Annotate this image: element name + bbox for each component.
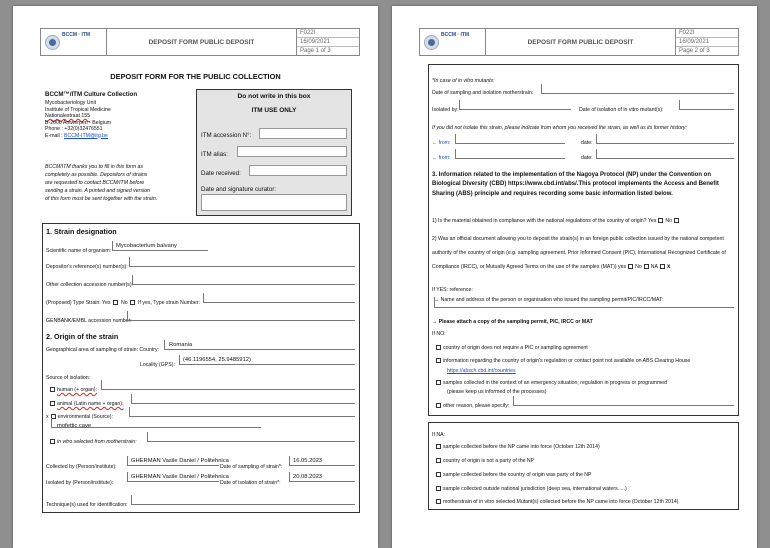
collected-by-value: GHERMAN Vasile Daniel / Politehnica (131, 458, 229, 464)
country-field[interactable] (164, 340, 355, 350)
itm-alias-field[interactable] (237, 146, 347, 157)
q1-text: 1) Is the material obtained in compliance with the national regulations of the country of origin? Yes (432, 218, 657, 224)
na-option-1-text: sample collected before the NP came into force (October 12th 2014) (443, 444, 600, 450)
no-option-2 (434, 358, 690, 365)
history-note: If you did not isolate this strain, please indicate from whom you received the strain, as well as its former history: (432, 125, 687, 131)
if-na-box (428, 422, 739, 510)
q2-na-mark: x (666, 264, 671, 271)
organism-value: Mycobacterium balvany (116, 243, 177, 249)
q1-yes-checkbox[interactable] (658, 218, 663, 223)
date-isolation-mutant-label: Date of isolation of in vitro mutant(s): (579, 107, 664, 113)
q2-na-label: NA (650, 264, 658, 271)
address-block (45, 100, 111, 139)
no-option-3 (434, 380, 667, 387)
q2-block (432, 233, 726, 276)
header-title: DEPOSIT FORM PUBLIC DEPOSIT (107, 29, 297, 55)
organism-label: Scientific name of organism: (46, 248, 112, 254)
q1-no-checkbox[interactable] (674, 218, 679, 223)
q2-no-checkbox[interactable] (644, 264, 649, 269)
from-label-1: ← from: (432, 140, 451, 146)
other-collection-field[interactable] (132, 275, 355, 285)
nagoya-box (428, 64, 739, 416)
document-page-2 (392, 6, 757, 548)
section-3-line: 3. Information related to the implementation of the Nagoya Protocol (NP) under the Convention on (432, 172, 712, 178)
na-option-2-text: country of origin is not a party of the NP (443, 458, 535, 464)
type-strain-label: (Proposed) Type Strain: Yes (46, 300, 111, 306)
na-option-2-checkbox[interactable] (436, 458, 441, 463)
na-option-5 (434, 499, 678, 506)
na-option-1 (434, 444, 600, 451)
section-3-line: Biological Diversity (CBD) https://www.cbd.int/abs/.This protocol implements the Access and Benefit (432, 181, 719, 188)
type-strain-number-label: If yes, Type strain Number: (138, 300, 200, 306)
isolated-by-label: Isolated by: (432, 107, 459, 113)
invitro-field[interactable] (147, 432, 355, 442)
depositor-ref-label: Depositor's reference(s) number(s): (46, 264, 128, 270)
document-page-1 (13, 6, 378, 548)
animal-row (48, 401, 123, 408)
no-option-3-text: samples collected in the context of an emergency situation; regulation in progress or programmed (443, 380, 668, 386)
from-label-2: ← from: (432, 155, 451, 161)
address-line: Institute of Tropical Medicine (45, 106, 111, 113)
human-field[interactable] (101, 380, 355, 390)
na-option-1-checkbox[interactable] (436, 444, 441, 449)
no-option-4 (434, 403, 509, 410)
signature-label: Date and signature curator: (201, 186, 276, 193)
other-reason-field[interactable] (513, 396, 734, 406)
no-option-4-text: other reason, please specify: (443, 403, 510, 409)
form-date: 16/09/2021 (676, 38, 738, 47)
q2-yes-checkbox[interactable] (628, 264, 633, 269)
date-isolation-mutant-field[interactable] (679, 100, 734, 110)
technique-label: Technique(s) used for identification: (46, 502, 128, 508)
address-line: Nationalestraat 155 (45, 113, 90, 119)
intro-line: are requested to contact BCCM/ITM before (45, 180, 145, 187)
email-label: E-mail : (45, 132, 63, 139)
type-strain-yes-checkbox[interactable] (113, 300, 118, 305)
date-sampling-label: Date of sampling of strain*: (220, 464, 283, 470)
human-label: human (+ organ): (57, 387, 97, 393)
na-option-4-text: sample collected outside national jurisdiction (deep sea, international waters.....) (443, 486, 627, 492)
from-field-2[interactable] (455, 149, 565, 159)
itm-accession-field[interactable] (259, 128, 347, 139)
type-strain-no-label: No (120, 300, 128, 306)
q2-line: authority of the country of origin (e.g. sampling agreement, Prior Informed Consent (PIC), International Recognized Certificate of (432, 249, 726, 256)
itm-box-title: Do not write in this box (237, 93, 311, 100)
form-code: F022I (676, 29, 738, 38)
invitro-note: *In case of in vitro mutants: (432, 78, 495, 84)
section-3-text (432, 171, 719, 199)
header-meta (297, 29, 359, 55)
address-line: Phone : +32(0)32476551 (45, 126, 103, 132)
date-isolation-value: 20.08.2023 (293, 474, 323, 480)
strain-info-box (42, 223, 360, 513)
itm-accession-label: ITM accession N°: (201, 132, 252, 139)
q2-line: 2) Was an official document allowing you to deposit the strain(s) in an foreign public collection issued by the national competent (432, 236, 724, 242)
if-no-label: If NO: (432, 331, 446, 337)
isolated-by-label: Isolated by (Person/institute): (46, 480, 114, 486)
if-na-label: If NA: (432, 432, 445, 438)
source-label: Source of isolation: (46, 375, 91, 381)
address-line: Mycobacteriology Unit (45, 100, 97, 106)
date-isolation-label: Date of isolation of strain*: (220, 480, 281, 486)
section-2-title: 2. Origin of the strain (46, 332, 119, 341)
na-option-2 (434, 458, 534, 465)
date-sampling-mother-label (432, 90, 533, 97)
invitro-checkbox[interactable] (50, 439, 55, 444)
q2-na-checkbox[interactable] (660, 264, 665, 269)
q1-row (432, 218, 681, 225)
date-field-1[interactable] (596, 134, 734, 144)
type-strain-number-field[interactable] (203, 293, 355, 303)
intro-text (45, 163, 157, 203)
technique-field[interactable] (131, 495, 355, 505)
no-option-2-checkbox[interactable] (436, 358, 441, 363)
gps-value: (46.1196554, 25.9485912) (183, 357, 251, 363)
genbank-field[interactable] (127, 311, 355, 321)
itm-box-subtitle: ITM USE ONLY (251, 107, 297, 114)
type-strain-row (46, 300, 200, 307)
depositor-ref-field[interactable] (129, 257, 355, 267)
animal-field[interactable] (131, 394, 355, 404)
section-3-line: Sharing (ABS) principle and requires recording some basic information listed below. (432, 190, 673, 197)
date-label-2: date: (581, 155, 593, 161)
na-option-4-checkbox[interactable] (436, 486, 441, 491)
header-title: DEPOSIT FORM PUBLIC DEPOSIT (486, 29, 676, 55)
date-received-field[interactable] (249, 165, 347, 176)
environmental-value: mofettic cave (57, 423, 92, 429)
na-option-3-checkbox[interactable] (436, 472, 441, 477)
logo-text: BCCM · ITM (441, 32, 470, 38)
na-option-5-checkbox[interactable] (436, 499, 441, 504)
date-sampling-mother-field[interactable] (541, 84, 734, 94)
isolated-by-field[interactable] (459, 100, 571, 110)
bccm-logo (41, 29, 107, 55)
no-option-3-checkbox[interactable] (436, 380, 441, 385)
attach-note: → Please attach a copy of the sampling permit, PIC, IRCC or MAT (432, 319, 593, 325)
from-field-1[interactable] (455, 134, 565, 144)
no-option-1-checkbox[interactable] (436, 345, 441, 350)
signature-field[interactable] (201, 194, 347, 211)
na-option-5-text: motherstrain of in vitro selected Mutant(s) collected before the NP came into force (October 12th 2014) (443, 499, 679, 505)
na-option-4 (434, 486, 627, 493)
intro-line: sending a strain. A printed and signed version (45, 188, 150, 195)
issuer-field[interactable] (434, 297, 734, 308)
animal-checkbox[interactable] (50, 401, 55, 406)
isolated-by-value: GHERMAN Vasile Daniel / Politehnica (131, 474, 229, 480)
human-row (48, 387, 97, 394)
no-option-1-text: country of origin does not require a PIC or sampling agreement (443, 345, 588, 351)
human-checkbox[interactable] (50, 387, 55, 392)
date-field-2[interactable] (596, 149, 734, 159)
intro-line: of this form must be sent together with the strain. (45, 196, 158, 203)
email-link[interactable]: BCCM-ITM@itg.be (64, 132, 108, 139)
form-date: 16/09/2021 (297, 38, 359, 47)
type-strain-no-checkbox[interactable] (130, 300, 135, 305)
page-number: Page 2 of 3 (679, 48, 710, 54)
environmental-label: environmental (Source): (57, 414, 113, 420)
page-header (419, 28, 739, 56)
logo-text: BCCM · ITM (62, 32, 91, 38)
environmental-mark: x (46, 414, 49, 420)
no-option-1 (434, 345, 588, 352)
itm-use-only-box (196, 89, 352, 216)
na-option-3 (434, 472, 592, 479)
no-option-4-checkbox[interactable] (436, 403, 441, 408)
keep-informed-note: (please keep us informed of the processes) (447, 389, 547, 395)
address-line: B-2000 Antwerpen - Belgium (45, 119, 112, 126)
form-code: F022I (297, 29, 359, 38)
locality-label: Locality (GPS): (140, 362, 175, 368)
page-number: Page 1 of 3 (300, 48, 331, 54)
q2-line: Compliance (IRCC), or Mutually Agreed Terms on the use of the samples (MAT)) yes (432, 264, 627, 271)
intro-line: BCCM/ITM thanks you to fill in this form as (45, 164, 144, 170)
invitro-label: in vitro selected from motherstrain: (57, 439, 137, 445)
form-title: DEPOSIT FORM FOR THE PUBLIC COLLECTION (110, 72, 281, 81)
header-meta (676, 29, 738, 55)
abs-countries-link[interactable]: https://absch.cbd.int/countries (447, 368, 516, 374)
other-collection-label: Other collection accession number(s): (46, 282, 134, 288)
genbank-label: GENBANK/EMBL accession number: (46, 318, 132, 324)
no-option-2-text: information regarding the country of origin's regulation or contact point not available on ABS Clearing House (443, 358, 691, 364)
q2-no-label: No (635, 264, 642, 271)
date-sampling-value: 16.05.2023 (293, 458, 323, 464)
country-value: Romania (169, 342, 193, 348)
date-label-1: date: (581, 140, 593, 146)
bccm-logo (420, 29, 486, 55)
intro-line: completely as possible. Depositors of strains (45, 172, 148, 179)
if-yes-line: → Name and address of the person or organisation who issued the sampling permit/PIC/IRCC/MAT: (434, 297, 664, 303)
na-option-3-text: sample collected before the country of origin was party of the NP (443, 472, 592, 478)
q1-no-label: No (665, 218, 672, 224)
collection-name: BCCM™/ITM Culture Collection (45, 91, 138, 98)
invitro-row (48, 439, 137, 446)
date-received-label: Date received: (201, 170, 241, 177)
environmental-field[interactable] (129, 407, 355, 417)
if-yes-label: If YES: reference: (432, 287, 473, 293)
animal-label: animal (Latin name + organ): (57, 401, 124, 407)
itm-alias-label: ITM alias: (201, 151, 228, 158)
date-sampling-mother-text: Date of sampling and isolation motherstrain: (432, 90, 534, 96)
page-header (40, 28, 360, 56)
collected-by-label: Collected by (Person/institute): (46, 464, 117, 470)
geo-label: Geographical area of sampling of strain: Country: (46, 347, 160, 353)
section-1-title: 1. Strain designation (46, 227, 117, 236)
